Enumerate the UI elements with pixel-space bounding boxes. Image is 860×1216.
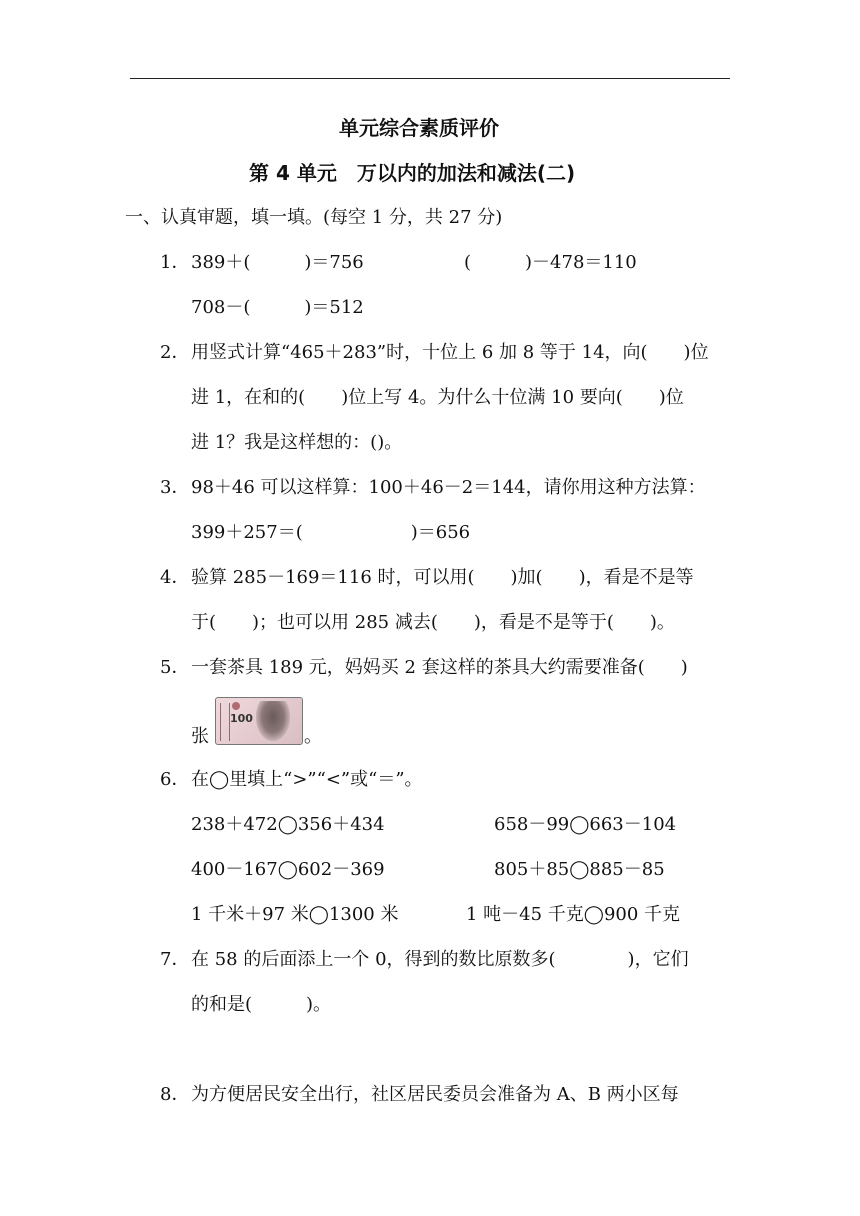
- header-rule: [130, 78, 730, 79]
- q8-line-1: 为方便居民安全出行，社区居民委员会准备为 A、B 两小区每: [191, 1084, 679, 1105]
- q5-line-2-suffix: 。: [304, 726, 322, 747]
- q3-line-2: 399＋257＝( )＝656: [191, 522, 471, 543]
- q5-line-1: 一套茶具 189 元，妈妈买 2 套这样的茶具大约需要准备( ): [191, 657, 688, 678]
- q2-line-2: 进 1，在和的( )位上写 4。为什么十位满 10 要向( )位: [191, 387, 684, 408]
- q6-compare-d: 805＋85◯885－85: [494, 859, 665, 880]
- question-number: 4．: [160, 567, 190, 588]
- question-number: 1．: [160, 252, 190, 273]
- question-number: 2．: [160, 342, 190, 363]
- q1-equation-c: 708－( )＝512: [191, 297, 364, 318]
- question-number: 6．: [160, 769, 190, 790]
- q7-line-1: 在 58 的后面添上一个 0，得到的数比原数多( )，它们: [191, 949, 689, 970]
- q7-line-2: 的和是( )。: [191, 994, 332, 1015]
- q6-compare-a: 238＋472◯356＋434: [191, 814, 385, 835]
- page-title: 单元综合素质评价: [339, 116, 499, 140]
- q6-compare-c: 400－167◯602－369: [191, 859, 385, 880]
- banknote-100-image: [215, 697, 303, 745]
- banknote-emblem-icon: [232, 702, 240, 710]
- q2-line-3: 进 1？我是这样想的：()。: [191, 432, 403, 453]
- question-number: 3．: [160, 477, 190, 498]
- question-number: 8．: [160, 1084, 190, 1105]
- q4-line-2: 于( )；也可以用 285 减去( )，看是不是等于( )。: [191, 612, 675, 633]
- q6-compare-e: 1 千米＋97 米◯1300 米: [191, 904, 399, 925]
- section-heading: 一、认真审题，填一填。(每空 1 分，共 27 分): [125, 207, 503, 228]
- q3-line-1: 98＋46 可以这样算：100＋46－2＝144，请你用这种方法算：: [191, 477, 706, 498]
- banknote-stripe: [220, 703, 230, 741]
- question-number: 5．: [160, 657, 190, 678]
- banknote-value: 100: [230, 712, 253, 725]
- q4-line-1: 验算 285－169＝116 时，可以用( )加( )，看是不是等: [191, 567, 694, 588]
- q2-line-1: 用竖式计算“465＋283”时，十位上 6 加 8 等于 14，向( )位: [191, 342, 709, 363]
- q6-compare-b: 658－99◯663－104: [494, 814, 677, 835]
- q6-line-1: 在◯里填上“>”“<”或“＝”。: [191, 769, 423, 790]
- page-subtitle: 第 4 单元 万以内的加法和减法(二): [249, 161, 576, 185]
- q5-line-2-prefix: 张: [191, 726, 209, 747]
- portrait-icon: [256, 701, 290, 741]
- question-number: 7．: [160, 949, 190, 970]
- q1-equation-b: ( )－478＝110: [464, 252, 637, 273]
- q1-equation-a: 389＋( )＝756: [191, 252, 364, 273]
- q6-compare-f: 1 吨－45 千克◯900 千克: [466, 904, 681, 925]
